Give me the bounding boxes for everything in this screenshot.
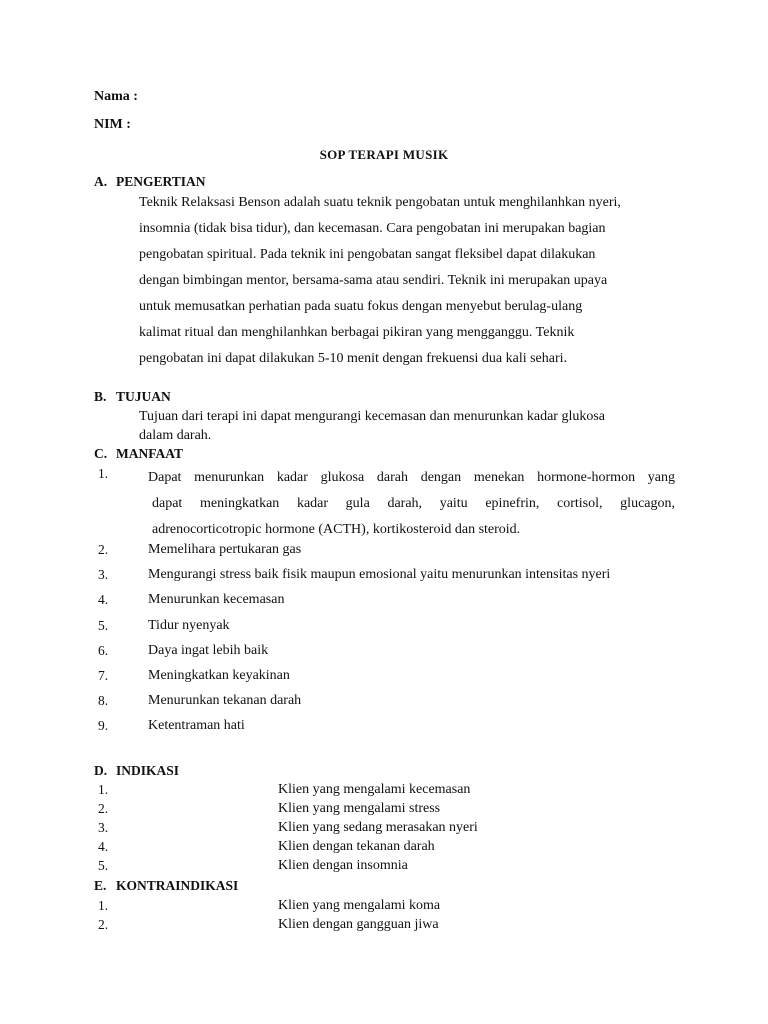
list-item-text: Menurunkan tekanan darah bbox=[148, 693, 302, 708]
list-item-number: 1. bbox=[98, 782, 109, 797]
list-item-text: Klien dengan tekanan darah bbox=[278, 839, 435, 854]
list-item-number: 1. bbox=[98, 466, 109, 481]
section-title: KONTRAINDIKASI bbox=[116, 878, 239, 893]
list-item-line: Dapat menurunkan kadar glukosa darah dengan menekan hormone-hormon yang bbox=[148, 470, 675, 485]
nama-label: Nama : bbox=[94, 89, 138, 104]
paragraph-line: pengobatan spiritual. Pada teknik ini pengobatan sangat fleksibel dapat dilakukan bbox=[139, 247, 596, 262]
section-d-heading bbox=[94, 763, 179, 779]
list-item-text: Memelihara pertukaran gas bbox=[148, 542, 302, 557]
nim-label: NIM : bbox=[94, 117, 131, 132]
section-letter: C. bbox=[94, 446, 108, 461]
paragraph-line: pengobatan ini dapat dilakukan 5-10 menit dengan frekuensi dua kali sehari. bbox=[139, 351, 568, 366]
section-e-heading bbox=[94, 878, 238, 894]
list-item-line: adrenocorticotropic hormone (ACTH), kortikosteroid dan steroid. bbox=[152, 522, 521, 537]
paragraph-line: untuk memusatkan perhatian pada suatu fokus dengan menyebut berulag-ulang bbox=[139, 299, 583, 314]
document-title: SOP TERAPI MUSIK bbox=[319, 147, 449, 162]
list-item-text bbox=[148, 465, 675, 543]
list-item-number: 3. bbox=[98, 567, 109, 582]
list-item-text: Daya ingat lebih baik bbox=[148, 643, 269, 658]
list-item-text: Klien yang mengalami stress bbox=[278, 801, 441, 816]
list-item-number: 4. bbox=[98, 592, 109, 607]
paragraph-line: kalimat ritual dan menghilanhkan berbagai pikiran yang mengganggu. Teknik bbox=[139, 325, 575, 340]
list-item-text: Mengurangi stress baik fisik maupun emosional yaitu menurunkan intensitas nyeri bbox=[148, 567, 611, 582]
list-item-number: 3. bbox=[98, 820, 109, 835]
list-item-number: 2. bbox=[98, 542, 109, 557]
section-a-heading bbox=[94, 174, 206, 190]
section-letter: B. bbox=[94, 389, 107, 404]
list-item-number: 2. bbox=[98, 801, 109, 816]
list-item-text: Meningkatkan keyakinan bbox=[148, 668, 290, 683]
list-item-number: 7. bbox=[98, 668, 109, 683]
paragraph-line: Teknik Relaksasi Benson adalah suatu teknik pengobatan untuk menghilanhkan nyeri, bbox=[139, 195, 621, 210]
paragraph-line: dengan bimbingan mentor, bersama-sama atau sendiri. Teknik ini merupakan upaya bbox=[139, 273, 608, 288]
section-letter: A. bbox=[94, 174, 108, 189]
section-letter: E. bbox=[94, 878, 107, 893]
list-item-text: Klien yang mengalami koma bbox=[278, 898, 441, 913]
paragraph-line: insomnia (tidak bisa tidur), dan kecemasan. Cara pengobatan ini merupakan bagian bbox=[139, 221, 606, 236]
list-item-text: Klien dengan gangguan jiwa bbox=[278, 917, 439, 932]
section-title: INDIKASI bbox=[116, 763, 180, 778]
list-item-number: 2. bbox=[98, 917, 109, 932]
list-item-number: 5. bbox=[98, 858, 109, 873]
section-b-heading bbox=[94, 389, 171, 405]
list-item-number: 8. bbox=[98, 693, 109, 708]
paragraph-line: dalam darah. bbox=[139, 428, 212, 443]
list-item-text: Klien dengan insomnia bbox=[278, 858, 408, 873]
paragraph-line: Tujuan dari terapi ini dapat mengurangi kecemasan dan menurunkan kadar glukosa bbox=[139, 409, 606, 424]
section-c-heading bbox=[94, 446, 183, 462]
section-title: TUJUAN bbox=[116, 389, 171, 404]
section-letter: D. bbox=[94, 763, 108, 778]
section-b-paragraph bbox=[139, 407, 675, 445]
list-item-number: 6. bbox=[98, 643, 109, 658]
list-item-text: Ketentraman hati bbox=[148, 718, 245, 733]
section-title: PENGERTIAN bbox=[116, 174, 206, 189]
list-item-text: Klien yang mengalami kecemasan bbox=[278, 782, 471, 797]
list-item-number: 4. bbox=[98, 839, 109, 854]
list-item-text: Klien yang sedang merasakan nyeri bbox=[278, 820, 478, 835]
section-a-paragraph bbox=[139, 190, 675, 372]
list-item-text: Menurunkan kecemasan bbox=[148, 592, 285, 607]
section-title: MANFAAT bbox=[116, 446, 183, 461]
list-item-line: dapat meningkatkan kadar gula darah, yaitu epinefrin, cortisol, glucagon, bbox=[152, 496, 675, 511]
list-item-number: 1. bbox=[98, 898, 109, 913]
list-item-number: 5. bbox=[98, 618, 109, 633]
list-item-text: Tidur nyenyak bbox=[148, 618, 230, 633]
list-item-number: 9. bbox=[98, 718, 109, 733]
